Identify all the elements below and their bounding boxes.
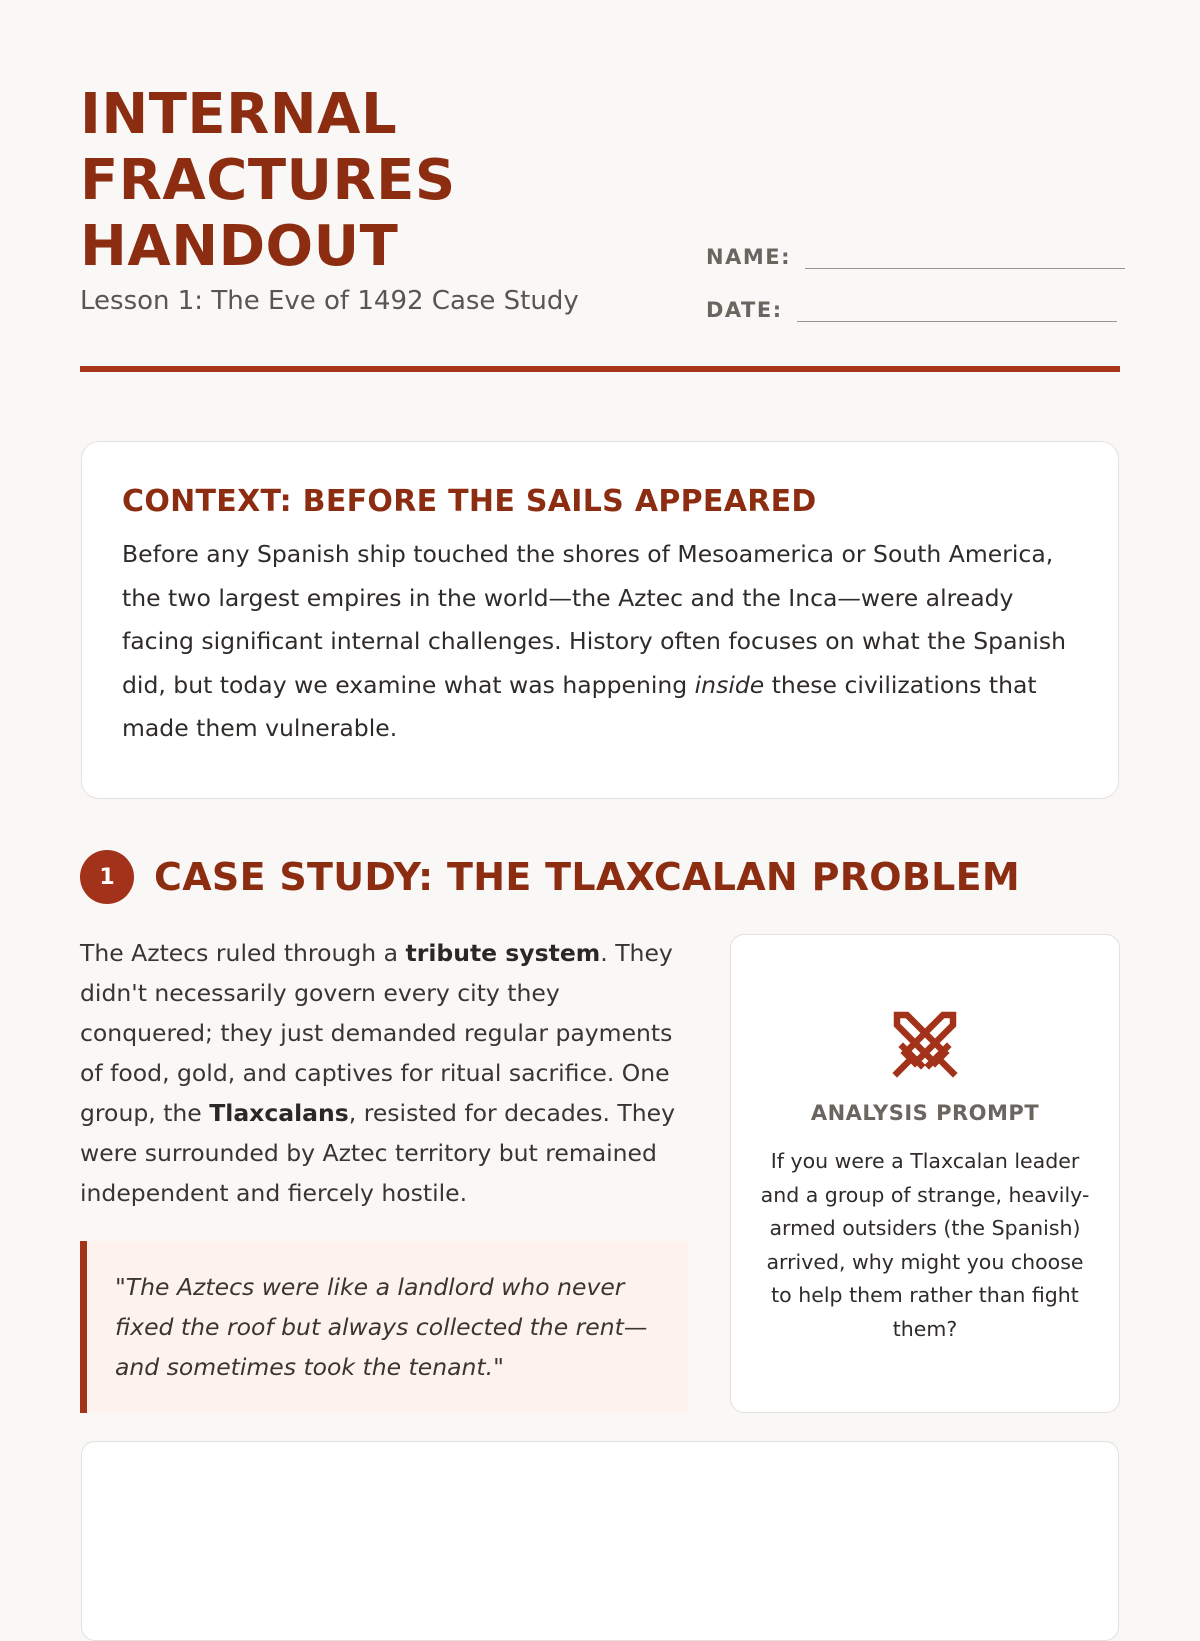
context-card <box>81 441 1119 799</box>
handout-title <box>80 82 640 280</box>
title-line-3: HANDOUT <box>80 214 399 279</box>
context-emphasis: inside <box>694 670 765 699</box>
header-divider <box>80 366 1120 372</box>
landlord-quote: "The Aztecs were like a landlord who never fixed the roof but always collected the rent—and sometimes took the tenant." <box>80 1241 688 1413</box>
analysis-prompt-label: ANALYSIS PROMPT <box>810 1101 1040 1125</box>
name-input-line[interactable] <box>805 238 1125 269</box>
context-title: CONTEXT: BEFORE THE SAILS APPEARED <box>122 484 817 519</box>
case-text-part-2: . They didn't necessarily govern every city they conquered; they just demanded regular payments of food, gold, and captives for ritual sacrifice. One group, the <box>80 939 673 1127</box>
context-body-end: these civilizations that made them vulnerable. <box>122 670 1037 742</box>
case-study-text <box>80 933 690 1213</box>
tlaxcalans-term: Tlaxcalans <box>209 1099 349 1127</box>
title-line-2: FRACTURES <box>80 148 456 213</box>
tribute-system-term: tribute system <box>405 939 601 967</box>
date-field <box>706 291 1117 322</box>
analysis-prompt-text: If you were a Tlaxcalan leader and a group of strange, heavily-armed outsiders (the Spanish) arrived, why might you choose to help them rather than fight them? <box>760 1149 1090 1341</box>
case-text-part-1: The Aztecs ruled through a <box>80 939 406 967</box>
section-number-badge: 1 <box>80 850 134 904</box>
name-label: NAME: <box>706 245 791 269</box>
section-1-header <box>80 850 1020 904</box>
context-body <box>122 533 1078 751</box>
answer-box[interactable] <box>81 1441 1119 1641</box>
date-label: DATE: <box>706 298 783 322</box>
name-field <box>706 238 1125 269</box>
context-body-start: Before any Spanish ship touched the shores of Mesoamerica or South America, the two largest empires in the world—the Aztec and the Inca—were already facing significant internal challenges. History often focuses on what the Spanish did, but today we examine what was happening <box>122 540 1067 699</box>
crossed-swords-icon <box>889 1007 961 1079</box>
case-text-part-3: , resisted for decades. They were surrounded by Aztec territory but remained independent and fiercely hostile. <box>80 1099 676 1207</box>
date-input-line[interactable] <box>797 291 1117 322</box>
title-line-1: INTERNAL <box>80 82 398 147</box>
section-1-title: CASE STUDY: THE TLAXCALAN PROBLEM <box>154 855 1021 899</box>
lesson-subtitle: Lesson 1: The Eve of 1492 Case Study <box>80 286 579 316</box>
analysis-prompt-card <box>730 934 1120 1413</box>
